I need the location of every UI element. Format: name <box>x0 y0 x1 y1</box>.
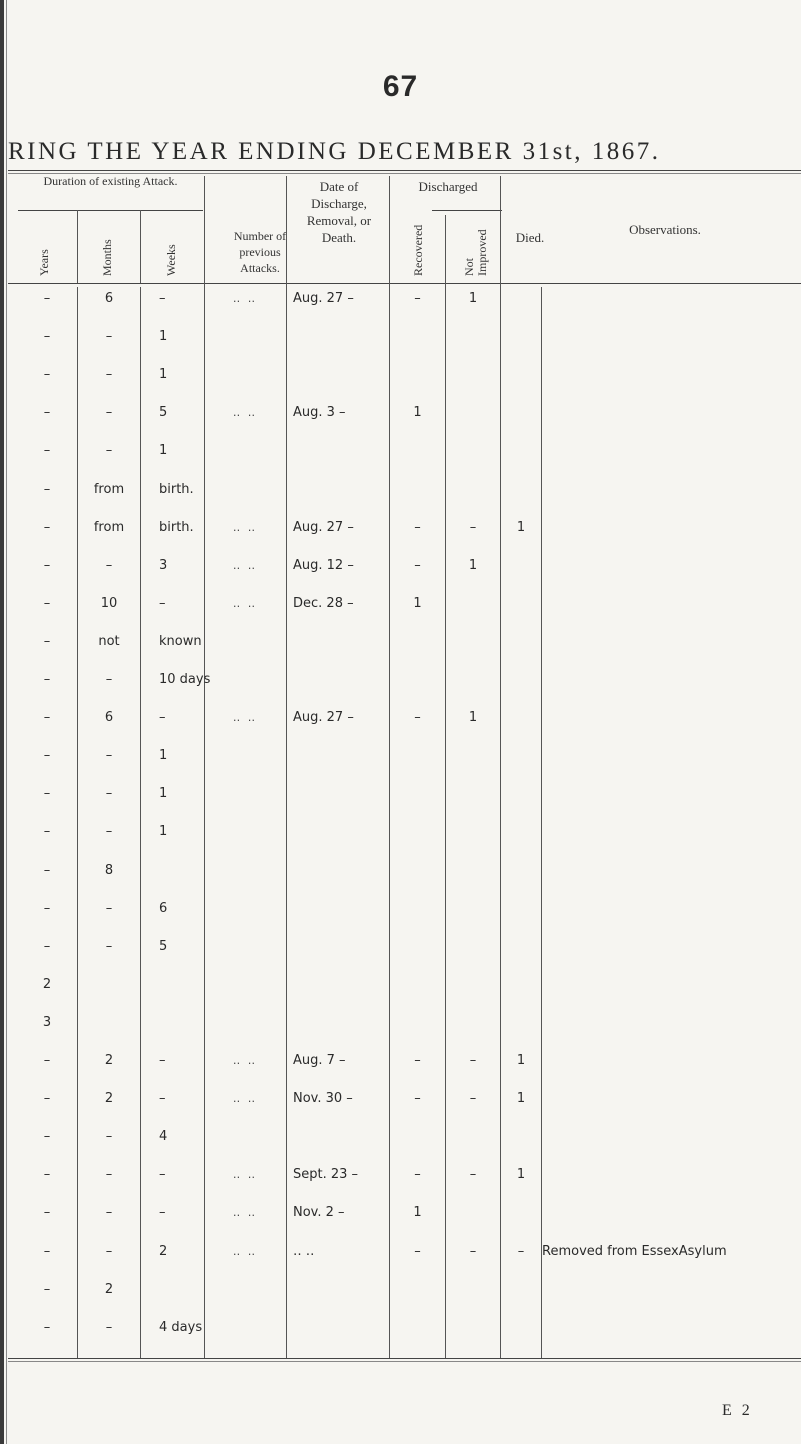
cell-years: – <box>43 596 51 611</box>
page-binding-edge-line <box>6 0 7 1444</box>
signature-mark: E 2 <box>722 1402 753 1419</box>
header-discharged: Discharged <box>418 179 478 194</box>
discharged-header-rule <box>432 210 502 211</box>
cell-years: – <box>43 1282 51 1297</box>
cell-died: 1 <box>516 1053 526 1068</box>
cell-months: 8 <box>104 863 114 878</box>
cell-weeks: 1 <box>159 824 168 839</box>
cell-months: – <box>105 558 113 573</box>
cell-weeks: 3 <box>159 558 168 573</box>
cell-died: 1 <box>516 520 526 535</box>
cell-years: – <box>43 1129 51 1144</box>
cell-years: – <box>43 1053 51 1068</box>
cell-weeks: – <box>159 596 166 611</box>
header-months: Months <box>100 239 114 276</box>
cell-weeks: – <box>159 1205 166 1220</box>
cell-date: Nov. 2 – <box>293 1205 345 1220</box>
col-rule-months-weeks <box>140 287 141 1358</box>
cell-months: – <box>105 329 113 344</box>
cell-recovered: 1 <box>413 596 422 611</box>
cell-date: Aug. 27 – <box>293 710 354 725</box>
header-previous-attacks: Number of previous Attacks. <box>233 229 287 275</box>
header-died: Died. <box>515 230 545 245</box>
cell-months: not <box>98 634 120 649</box>
cell-years: 3 <box>42 1015 52 1030</box>
header-recovered: Recovered <box>411 224 425 276</box>
cell-weeks: – <box>159 710 166 725</box>
cell-months: 2 <box>104 1091 114 1106</box>
cell-weeks: birth. <box>159 482 194 497</box>
cell-years: – <box>43 1167 51 1182</box>
cell-prev: ‥ ‥ <box>232 1092 258 1105</box>
duration-header-rule <box>18 210 203 211</box>
cell-years: – <box>43 405 51 420</box>
table-top-rule <box>8 170 801 171</box>
cell-prev: ‥ ‥ <box>232 1206 258 1219</box>
cell-months: 6 <box>104 291 114 306</box>
cell-not-improved: 1 <box>468 710 478 725</box>
cell-prev: ‥ ‥ <box>232 521 258 534</box>
cell-years: – <box>43 443 51 458</box>
cell-weeks: 1 <box>159 367 168 382</box>
cell-died: 1 <box>516 1167 526 1182</box>
cell-weeks: birth. <box>159 520 194 535</box>
cell-recovered: – <box>414 1167 421 1182</box>
cell-recovered: – <box>414 1053 421 1068</box>
cell-weeks: 10 days <box>159 672 211 687</box>
header-weeks: Weeks <box>164 244 178 276</box>
page-binding-edge <box>0 0 4 1444</box>
cell-months: 2 <box>104 1053 114 1068</box>
cell-recovered: 1 <box>413 1205 422 1220</box>
col-rule-died-observations <box>541 287 542 1358</box>
cell-months: – <box>105 901 113 916</box>
cell-date: Nov. 30 – <box>293 1091 353 1106</box>
cell-date: Aug. 3 – <box>293 405 346 420</box>
cell-not-improved: – <box>469 1244 477 1259</box>
cell-months: 10 <box>100 596 118 611</box>
cell-not-improved: – <box>469 520 477 535</box>
cell-weeks: – <box>159 1167 166 1182</box>
cell-years: – <box>43 520 51 535</box>
cell-date: Aug. 7 – <box>293 1053 346 1068</box>
header-bottom-rule <box>8 283 801 284</box>
cell-obs: Removed from EssexAsylum <box>542 1244 727 1259</box>
cell-months: – <box>105 1320 113 1335</box>
cell-years: – <box>43 863 51 878</box>
cell-months: – <box>105 443 113 458</box>
cell-weeks: – <box>159 291 166 306</box>
cell-years: – <box>43 901 51 916</box>
header-date: Date of Discharge, Removal, or Death. <box>306 179 372 245</box>
cell-prev: ‥ ‥ <box>232 1054 258 1067</box>
cell-years: – <box>43 291 51 306</box>
cell-months: – <box>105 824 113 839</box>
cell-months: – <box>105 367 113 382</box>
cell-years: – <box>43 939 51 954</box>
cell-date: Aug. 12 – <box>293 558 354 573</box>
cell-weeks: 5 <box>159 405 168 420</box>
cell-not-improved: – <box>469 1053 477 1068</box>
cell-weeks: 5 <box>159 939 168 954</box>
cell-weeks: 1 <box>159 786 168 801</box>
cell-recovered: 1 <box>413 405 422 420</box>
cell-date: Aug. 27 – <box>293 291 354 306</box>
header-not-improved: Not Improved <box>462 229 489 276</box>
cell-years: – <box>43 558 51 573</box>
cell-years: – <box>43 1205 51 1220</box>
cell-died: 1 <box>516 1091 526 1106</box>
cell-weeks: 1 <box>159 329 168 344</box>
col-rule-months-weeks-header <box>140 210 141 283</box>
cell-prev: ‥ ‥ <box>232 406 258 419</box>
cell-weeks: 6 <box>159 901 168 916</box>
cell-years: – <box>43 710 51 725</box>
cell-months: – <box>105 939 113 954</box>
cell-years: – <box>43 329 51 344</box>
cell-prev: ‥ ‥ <box>232 1168 258 1181</box>
cell-months: – <box>105 672 113 687</box>
header-years: Years <box>37 249 51 276</box>
col-rule-years-months-header <box>77 210 78 283</box>
cell-recovered: – <box>414 1091 421 1106</box>
cell-died: – <box>517 1244 525 1259</box>
cell-weeks: known <box>159 634 202 649</box>
cell-years: – <box>43 748 51 763</box>
cell-not-improved: – <box>469 1091 477 1106</box>
cell-months: – <box>105 748 113 763</box>
cell-weeks: – <box>159 1091 166 1106</box>
cell-recovered: – <box>414 1244 421 1259</box>
cell-weeks: 1 <box>159 748 168 763</box>
cell-date: Aug. 27 – <box>293 520 354 535</box>
page-number: 67 <box>382 70 419 103</box>
cell-years: – <box>43 672 51 687</box>
cell-not-improved: 1 <box>468 558 478 573</box>
cell-months: – <box>105 405 113 420</box>
page-heading: RING THE YEAR ENDING DECEMBER 31st, 1867. <box>8 138 661 165</box>
cell-recovered: – <box>414 520 421 535</box>
col-rule-recovered-notimproved <box>445 215 446 1358</box>
cell-months: 6 <box>104 710 114 725</box>
table-bottom-rule-inner <box>8 1361 801 1362</box>
cell-months: – <box>105 786 113 801</box>
cell-years: – <box>43 1320 51 1335</box>
cell-months: from <box>93 520 125 535</box>
cell-weeks: 4 <box>159 1129 168 1144</box>
cell-prev: ‥ ‥ <box>232 559 258 572</box>
col-rule-prev-date <box>286 176 287 1358</box>
cell-years: – <box>43 634 51 649</box>
header-observations: Observations. <box>629 222 701 237</box>
header-duration: Duration of existing Attack. <box>43 174 178 188</box>
cell-years: – <box>43 1091 51 1106</box>
cell-years: – <box>43 1244 51 1259</box>
cell-months: – <box>105 1244 113 1259</box>
cell-date: ‥ ‥ <box>293 1244 315 1259</box>
cell-prev: ‥ ‥ <box>232 711 258 724</box>
cell-years: – <box>43 482 51 497</box>
cell-prev: ‥ ‥ <box>232 597 258 610</box>
cell-weeks: 1 <box>159 443 168 458</box>
cell-recovered: – <box>414 710 421 725</box>
cell-years: 2 <box>42 977 52 992</box>
cell-months: – <box>105 1167 113 1182</box>
cell-weeks: 4 days <box>159 1320 203 1335</box>
cell-weeks: 2 <box>159 1244 168 1259</box>
cell-months: from <box>93 482 125 497</box>
cell-recovered: – <box>414 291 421 306</box>
cell-date: Sept. 23 – <box>293 1167 359 1182</box>
cell-years: – <box>43 367 51 382</box>
cell-months: – <box>105 1205 113 1220</box>
cell-not-improved: 1 <box>468 291 478 306</box>
table-bottom-rule <box>8 1358 801 1359</box>
cell-prev: ‥ ‥ <box>232 292 258 305</box>
cell-not-improved: – <box>469 1167 477 1182</box>
cell-years: – <box>43 824 51 839</box>
cell-recovered: – <box>414 558 421 573</box>
cell-months: – <box>105 1129 113 1144</box>
cell-weeks: – <box>159 1053 166 1068</box>
cell-prev: ‥ ‥ <box>232 1245 258 1258</box>
cell-months: 2 <box>104 1282 114 1297</box>
cell-date: Dec. 28 – <box>293 596 354 611</box>
cell-years: – <box>43 786 51 801</box>
